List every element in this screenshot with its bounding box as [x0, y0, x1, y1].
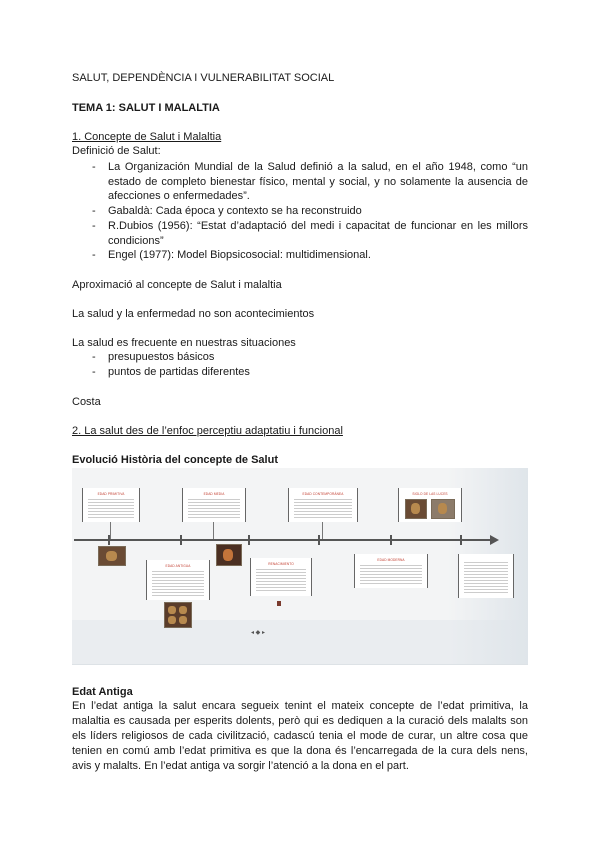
middle-ages-image	[216, 544, 242, 566]
timeline-card-contemporary	[288, 488, 358, 522]
evolution-heading: Evolució Història del concepte de Salut	[72, 454, 278, 466]
portrait-image	[431, 499, 455, 519]
timeline-connector	[213, 522, 214, 539]
timeline-card-modern	[354, 554, 428, 588]
card-title: EDAD CONTEMPORÁNEA	[302, 492, 344, 496]
timeline-tick	[390, 535, 392, 545]
frequent-bullet-1: presupuestos básicos	[108, 351, 215, 363]
timeline-arrow-icon	[490, 535, 499, 545]
timeline-tick	[180, 535, 182, 545]
bullet-marker: -	[92, 220, 96, 232]
history-timeline-image	[72, 468, 528, 665]
topic-title: TEMA 1: SALUT I MALALTIA	[72, 102, 220, 114]
portrait-image	[405, 499, 427, 519]
not-events-text: La salud y la enfermedad no son acontecimientos	[72, 308, 315, 320]
definition-bullet-who: La Organización Mundial de la Salud definió a la salud, en el año 1948, como “un estado de completo bienestar físico, mental y social, y no solamente la ausencia de afecciones o enfermedades”.	[108, 161, 528, 202]
card-text-lines	[88, 499, 134, 518]
card-text-lines	[294, 499, 352, 518]
timeline-tick	[318, 535, 320, 545]
card-text-lines	[152, 571, 204, 596]
bullet-marker: -	[92, 205, 96, 217]
ancient-heading: Edat Antiga	[72, 686, 133, 698]
card-title: EDAD MEDIA	[203, 492, 225, 496]
card-text-lines	[360, 565, 422, 584]
frequent-text: La salud es frecuente en nuestras situaciones	[72, 337, 296, 349]
definition-label: Definició de Salut:	[72, 145, 161, 157]
timeline-card-middle-ages	[182, 488, 246, 522]
card-title: EDAD PRIMITIVA	[97, 492, 125, 496]
frequent-bullet-2: puntos de partidas diferentes	[108, 366, 250, 378]
card-title: RENACIMIENTO	[268, 562, 294, 566]
timeline-tick	[460, 535, 462, 545]
card-text-lines	[188, 499, 240, 518]
small-figure-icon	[277, 601, 281, 606]
costa-text: Costa	[72, 396, 101, 408]
card-title: SIGLO DE LAS LUCES	[412, 492, 448, 496]
timeline-card-enlightenment	[398, 488, 462, 522]
timeline-connector	[322, 522, 323, 539]
timeline-card-primitive	[82, 488, 140, 522]
approx-text: Aproximació al concepte de Salut i malaltia	[72, 279, 282, 291]
card-text-lines	[464, 562, 508, 594]
card-title: EDAD ANTIGUA	[165, 564, 191, 568]
ancient-mosaic-image	[164, 602, 192, 628]
card-title: EDAD MODERNA	[377, 558, 405, 562]
course-title: SALUT, DEPENDÈNCIA I VULNERABILITAT SOCIAL	[72, 72, 335, 84]
bullet-marker: -	[92, 161, 96, 173]
definition-bullet-engel: Engel (1977): Model Biopsicosocial: multidimensional.	[108, 249, 371, 261]
timeline-card-renaissance	[250, 558, 312, 596]
navigation-ornament-icon: ◂ ◆ ▸	[251, 630, 265, 636]
timeline-card-ancient	[146, 560, 210, 600]
section2-heading: 2. La salut des de l’enfoc perceptiu adaptatiu i funcional	[72, 425, 343, 437]
card-text-lines	[256, 569, 306, 592]
bullet-marker: -	[92, 249, 96, 261]
ancient-art-image	[98, 546, 126, 566]
timeline-tick	[248, 535, 250, 545]
timeline-connector	[110, 522, 111, 539]
definition-bullet-gabalda: Gabaldà: Cada época y contexto se ha reconstruido	[108, 205, 362, 217]
bullet-marker: -	[92, 351, 96, 363]
definition-bullet-dubios: R.Dubios (1956): “Estat d’adaptació del medi i capacitat de funcionar en les millors condicions”	[108, 220, 528, 247]
ancient-body: En l’edat antiga la salut encara segueix tenint el mateix concepte de l’edat primitiva, la malaltia es causada per esperits dolents, però qui es dediquen a la curació dels malalts son els líders religiosos de cada civilització, cadascú tenia el mode de curar, un altre cosa que tenien en comú amb l’edat primitiva es que la dona és l’encarregada de la cura dels nens, avis y malalts. En l’edat antiga va sorgir l’atenció a la dona en el part.	[72, 700, 528, 772]
bullet-marker: -	[92, 366, 96, 378]
timeline-axis	[74, 539, 494, 541]
timeline-card-end	[458, 554, 514, 598]
section1-heading: 1. Concepte de Salut i Malaltia	[72, 131, 222, 143]
